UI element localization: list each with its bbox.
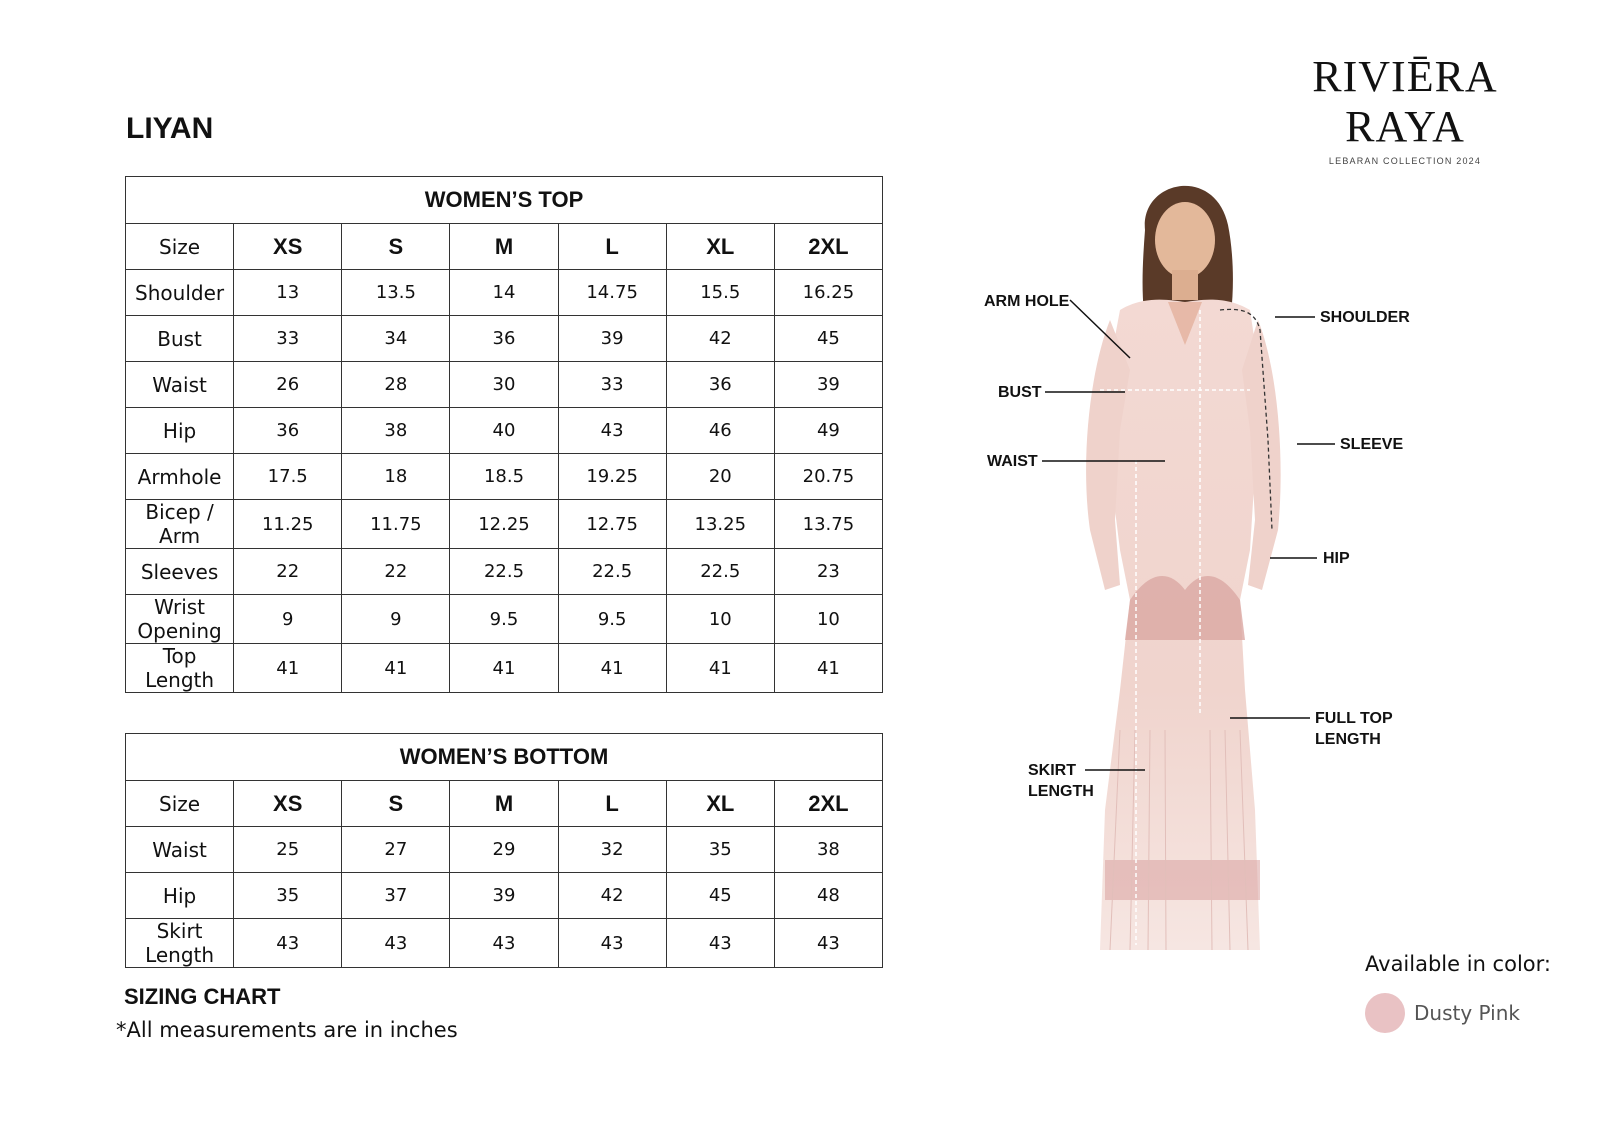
table-cell: 13.5 (342, 270, 450, 316)
table-cell: 38 (342, 408, 450, 454)
table-cell: 10 (774, 595, 882, 644)
row-label: Waist (126, 362, 234, 408)
callout-hip: HIP (1323, 550, 1350, 567)
table-cell: 27 (342, 827, 450, 873)
table-cell: 12.25 (450, 500, 558, 549)
table-cell: 41 (234, 644, 342, 693)
table-cell: 39 (558, 316, 666, 362)
table-cell: 49 (774, 408, 882, 454)
callout-waist: WAIST (987, 453, 1038, 470)
table-cell: 18.5 (450, 454, 558, 500)
table-cell: 11.75 (342, 500, 450, 549)
table-cell: 18 (342, 454, 450, 500)
table-cell: 37 (342, 873, 450, 919)
table-cell: 39 (450, 873, 558, 919)
table-cell: 10 (666, 595, 774, 644)
table-cell: 26 (234, 362, 342, 408)
row-label: Skirt Length (126, 919, 234, 968)
product-title: LIYAN (126, 112, 214, 145)
table-cell: 23 (774, 549, 882, 595)
size-column-header: 2XL (774, 781, 882, 827)
table-cell: 11.25 (234, 500, 342, 549)
size-column-header: M (450, 781, 558, 827)
table-cell: 43 (558, 919, 666, 968)
table-cell: 42 (666, 316, 774, 362)
table-cell: 36 (450, 316, 558, 362)
callout-full-top-length-line2: LENGTH (1315, 731, 1381, 748)
table-cell: 13 (234, 270, 342, 316)
table-cell: 9 (234, 595, 342, 644)
table-cell: 9.5 (558, 595, 666, 644)
table-cell: 32 (558, 827, 666, 873)
table-cell: 41 (450, 644, 558, 693)
table-cell: 20 (666, 454, 774, 500)
row-label: Hip (126, 408, 234, 454)
row-label: Bicep / Arm (126, 500, 234, 549)
table-cell: 41 (774, 644, 882, 693)
callout-full-top-length-line1: FULL TOP (1315, 710, 1393, 727)
callout-bust: BUST (998, 384, 1042, 401)
availability-label: Available in color: (1365, 952, 1551, 976)
table-cell: 22.5 (450, 549, 558, 595)
row-label: Waist (126, 827, 234, 873)
table-cell: 42 (558, 873, 666, 919)
brand-subtitle: LEBARAN COLLECTION 2024 (1328, 156, 1482, 166)
row-label: Hip (126, 873, 234, 919)
table-cell: 22 (342, 549, 450, 595)
measurement-note: *All measurements are in inches (116, 1018, 458, 1042)
table-cell: 30 (450, 362, 558, 408)
table-cell: 46 (666, 408, 774, 454)
table-cell: 22.5 (666, 549, 774, 595)
table-cell: 45 (666, 873, 774, 919)
table-cell: 45 (774, 316, 882, 362)
callout-full-top-length (1315, 708, 1393, 750)
table-caption: WOMEN’S BOTTOM (126, 734, 883, 781)
brand-name: RIVIĒRA RAYA (1312, 52, 1498, 151)
table-cell: 38 (774, 827, 882, 873)
callout-skirt-length-line1: SKIRT (1028, 762, 1076, 779)
color-name: Dusty Pink (1414, 1001, 1520, 1025)
row-label: Wrist Opening (126, 595, 234, 644)
size-column-header: XS (234, 781, 342, 827)
row-label: Top Length (126, 644, 234, 693)
table-cell: 36 (666, 362, 774, 408)
table-cell: 33 (558, 362, 666, 408)
table-cell: 43 (558, 408, 666, 454)
table-cell: 41 (558, 644, 666, 693)
table-cell: 16.25 (774, 270, 882, 316)
row-label: Sleeves (126, 549, 234, 595)
table-cell: 48 (774, 873, 882, 919)
size-column-header: S (342, 781, 450, 827)
size-column-header: M (450, 224, 558, 270)
table-cell: 35 (666, 827, 774, 873)
size-column-header: L (558, 224, 666, 270)
table-cell: 36 (234, 408, 342, 454)
table-cell: 13.75 (774, 500, 882, 549)
table-cell: 40 (450, 408, 558, 454)
sizing-chart-label: SIZING CHART (124, 984, 281, 1009)
table-cell: 12.75 (558, 500, 666, 549)
size-header-label: Size (126, 781, 234, 827)
row-label: Shoulder (126, 270, 234, 316)
callout-skirt-length-line2: LENGTH (1028, 783, 1094, 800)
callout-shoulder: SHOULDER (1320, 309, 1410, 326)
table-cell: 19.25 (558, 454, 666, 500)
table-cell: 33 (234, 316, 342, 362)
table-cell: 28 (342, 362, 450, 408)
size-column-header: XL (666, 224, 774, 270)
table-cell: 20.75 (774, 454, 882, 500)
table-cell: 22 (234, 549, 342, 595)
callout-skirt-length (1028, 760, 1094, 802)
table-cell: 15.5 (666, 270, 774, 316)
table-cell: 29 (450, 827, 558, 873)
table-cell: 43 (666, 919, 774, 968)
row-label: Armhole (126, 454, 234, 500)
table-cell: 39 (774, 362, 882, 408)
size-column-header: 2XL (774, 224, 882, 270)
table-caption: WOMEN’S TOP (126, 177, 883, 224)
table-cell: 35 (234, 873, 342, 919)
callout-sleeve: SLEEVE (1340, 436, 1404, 453)
table-cell: 9.5 (450, 595, 558, 644)
callout-arm-hole: ARM HOLE (984, 293, 1070, 310)
table-cell: 9 (342, 595, 450, 644)
size-column-header: XL (666, 781, 774, 827)
row-label: Bust (126, 316, 234, 362)
table-cell: 14.75 (558, 270, 666, 316)
table-cell: 41 (342, 644, 450, 693)
color-swatch (1365, 993, 1405, 1033)
size-column-header: XS (234, 224, 342, 270)
table-cell: 43 (450, 919, 558, 968)
table-cell: 25 (234, 827, 342, 873)
size-header-label: Size (126, 224, 234, 270)
size-column-header: L (558, 781, 666, 827)
table-cell: 43 (234, 919, 342, 968)
table-cell: 22.5 (558, 549, 666, 595)
table-cell: 41 (666, 644, 774, 693)
table-cell: 34 (342, 316, 450, 362)
table-cell: 43 (342, 919, 450, 968)
table-cell: 17.5 (234, 454, 342, 500)
table-cell: 43 (774, 919, 882, 968)
size-column-header: S (342, 224, 450, 270)
table-cell: 13.25 (666, 500, 774, 549)
table-cell: 14 (450, 270, 558, 316)
